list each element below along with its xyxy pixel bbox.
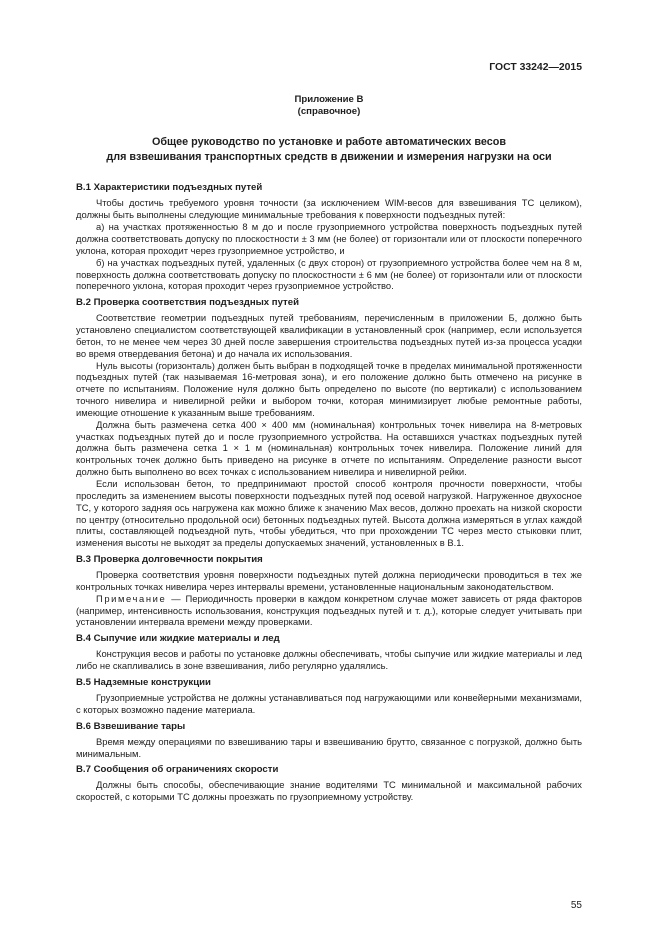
section-b1-paragraph-1: Чтобы достичь требуемого уровня точности (за исключением WIM-весов для взвешивания ТС целиком), должны быть выполнены следующие минимальные требования к поверхности подъездных путей: bbox=[76, 197, 582, 221]
section-b2 bbox=[76, 297, 582, 549]
annex-title-line-2: для взвешивания транспортных средств в движении и измерения нагрузки на оси bbox=[106, 150, 552, 163]
note-lead: Примечание — bbox=[96, 592, 183, 604]
annex-title bbox=[76, 135, 582, 164]
section-b2-paragraph-1: Соответствие геометрии подъездных путей требованиям, перечисленным в приложении Б, должно быть установлено специалистом соответствующей квалификации в установленный срок (например, если используется бетон, то не менее чем через 30 дней после завершения строительства подъездных путей из-за процесса усадки во время отвердевания бетона) и до начала их использования. bbox=[76, 312, 582, 359]
section-b1-heading: В.1 Характеристики подъездных путей bbox=[76, 182, 263, 194]
section-b1 bbox=[76, 182, 582, 292]
page-number: 55 bbox=[570, 900, 582, 911]
section-b2-paragraph-4: Если использован бетон, то предпринимают простой способ контроля прочности поверхности, чтобы проследить за изменением высоты поверхности подъездных путей под осевой нагрузкой. Нагруженное двухосное ТС, у которого задняя ось нагружена как можно ближе к значению Max весов, должно проехать на низкой скорости по центру (относительно продольной оси) бетонных подъездных путей. Высота должна измеряться в углах каждой плиты, составляющей подъездной путь, чтобы убедиться, что при прохождении ТС через место стыковки плит, изменения высоты не выходят за пределы допускаемых значений, установленных в В.1. bbox=[76, 478, 582, 549]
section-b4-paragraph-1: Конструкция весов и работы по установке должны обеспечивать, чтобы сыпучие или жидкие материалы и лед либо не скапливались в зоне взвешивания, либо регулярно удалялись. bbox=[76, 648, 582, 672]
section-b1-item-a: а) на участках протяженностью 8 м до и после грузоприемного устройства поверхность подъездных путей должна соответствовать допуску по плоскостности ± 3 мм (не более) от горизонтали или от плоскости поперечного уклона, которая проходит через грузоприемное устройство, и bbox=[76, 221, 582, 256]
section-b3-note bbox=[76, 593, 582, 629]
annex-label: Приложение В bbox=[294, 93, 364, 105]
section-b5-heading: В.5 Надземные конструкции bbox=[76, 676, 211, 688]
section-b5-paragraph-1: Грузоприемные устройства не должны устанавливаться под нагружающими или конвейерными механизмами, с которых возможно падение материала. bbox=[76, 691, 582, 715]
section-b6 bbox=[76, 721, 582, 760]
section-b6-heading: В.6 Взвешивание тары bbox=[76, 720, 186, 732]
section-b3-heading: В.3 Проверка долговечности покрытия bbox=[76, 554, 263, 566]
section-b4-heading: В.4 Сыпучие или жидкие материалы и лед bbox=[76, 633, 280, 645]
section-b7-heading: В.7 Сообщения об ограничениях скорости bbox=[76, 764, 279, 776]
section-b6-paragraph-1: Время между операциями по взвешиванию тары и взвешиванию брутто, связанное с погрузкой, должно быть минимальным. bbox=[76, 735, 582, 759]
section-b2-paragraph-3: Должна быть размечена сетка 400 × 400 мм (номинальная) контрольных точек нивелира на 8-метровых участках подъездных путей до и после грузоприемного устройства. На оставшихся участках подъездных путей должна быть размечена сетка 1 × 1 м (номинальная) контрольных точек нивелира. Положение линий для контрольных точек должно быть приведено на рисунке в отчете по испытаниям. Определение разности высот должно быть выполнено во всех точках с использованием нивелира и нивелирной рейки. bbox=[76, 418, 582, 478]
section-b7 bbox=[76, 764, 582, 803]
annex-title-line-1: Общее руководство по установке и работе автоматических весов bbox=[151, 136, 507, 149]
section-b3-paragraph-1: Проверка соответствия уровня поверхности подъездных путей должна периодически проводиться в тех же контрольных точках нивелира через интервалы времени, установленные национальным законодательством. bbox=[76, 569, 582, 592]
annex-type: (справочное) bbox=[297, 105, 361, 117]
section-b5 bbox=[76, 677, 582, 716]
note-text: Периодичность проверки в каждом конкретном случае может зависеть от ряда факторов (например, интенсивность использования, конструкция подъездных путей и т. д.), которые следует учитывать при установлении интервала времени между проверками. bbox=[76, 592, 582, 628]
section-b3 bbox=[76, 554, 582, 628]
standard-number: ГОСТ 33242—2015 bbox=[489, 62, 582, 73]
section-b2-paragraph-2: Нуль высоты (горизонталь) должен быть выбран в подходящей точке в пределах минимальной протяженности подъездных путей (так называемая 16-метровая зона), и его положение должно быть отмечено на рисунке в отчете по испытаниям. Положение нуля должно быть определено по высоте (по вертикали) с использованием точного нивелира и нивелирной рейки и выбором точки, которая минимизирует любые ремонтные работы, имеющие отношение к указанным выше требованиям. bbox=[76, 359, 582, 418]
section-b2-heading: В.2 Проверка соответствия подъездных путей bbox=[76, 297, 299, 309]
section-b1-item-b: б) на участках подъездных путей, удаленных (с двух сторон) от грузоприемного устройства более чем на 8 м, поверхность должна соответствовать допуску по плоскостности ± 6 мм (не более) от горизонтали или от плоскости поперечного уклона, которая проходит через грузоприемное устройство. bbox=[76, 256, 582, 292]
section-b7-paragraph-1: Должны быть способы, обеспечивающие знание водителями ТС минимальной и максимальной рабочих скоростей, с которыми ТС должны проезжать по грузоприемному устройству. bbox=[76, 779, 582, 803]
section-b4 bbox=[76, 633, 582, 672]
